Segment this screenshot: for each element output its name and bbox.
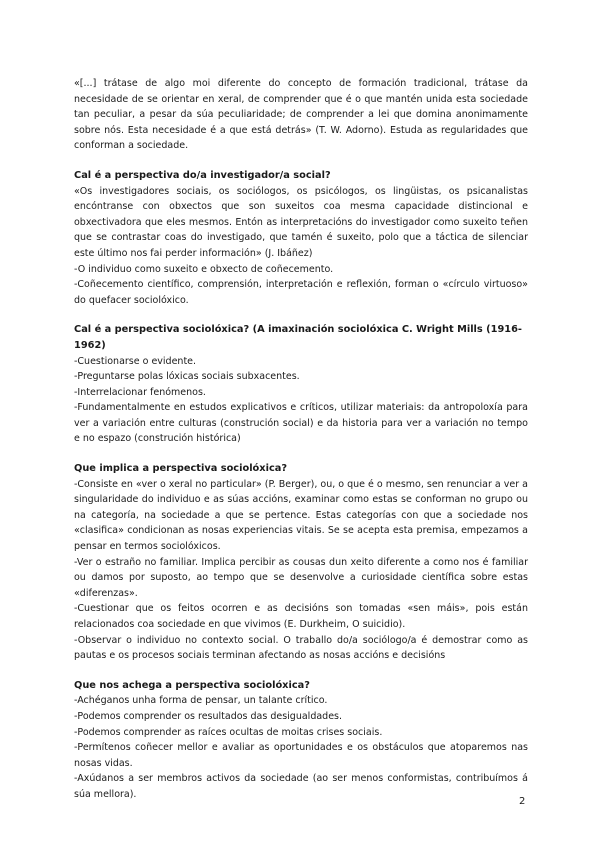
intro-paragraph: «[...] trátase de algo moi diferente do concepto de formación tradicional, trátase da necesidade de se orientar en xeral, de comprender que é o que mantén unida esta sociedade tan peculiar, a pesar da súa peculiaridade; de comprender a lei que domina anonimamente sobre nós. Esta necesidade é a que está detrás» (T. W. Adorno). Estuda as regularidades que conforman a sociedade. (74, 78, 528, 152)
list-item: -Ver o estraño no familiar. Implica percibir as cousas dun xeito diferente a como nos é familiar ou damos por suposto, ao tempo que se desenvolve a curiosidade científica sobre estas «diferenzas». (74, 556, 528, 599)
list-item: -Coñecemento científico, comprensión, interpretación e reflexión, forman o «círculo virtuoso» do quefacer sociolóxico. (74, 279, 528, 306)
section-heading-sociological-perspective: Cal é a perspectiva sociolóxica? (A imaxinación sociolóxica C. Wright Mills (1916-1962) (74, 324, 522, 351)
list-item: -Fundamentalmente en estudos explicativos e críticos, utilizar materiais: da antropoloxía para ver a variación entre culturas (construción social) e da historia para ver a variación no tempo e no espazo (construción histórica) (74, 402, 528, 445)
list-item: -Podemos comprender as raíces ocultas de moitas crises sociais. (74, 726, 383, 738)
list-item: -Permítenos coñecer mellor e avaliar as oportunidades e os obstáculos que atoparemos nas nosas vidas. (74, 742, 528, 769)
section-heading-contributions: Que nos achega a perspectiva sociolóxica? (74, 679, 310, 691)
section-heading-implications: Que implica a perspectiva sociolóxica? (74, 463, 288, 475)
list-item: -Cuestionar que os feitos ocorren e as decisións son tomadas «sen máis», pois están relacionados coa sociedade en que vivimos (E. Durkheim, O suicidio). (74, 603, 528, 630)
list-item: -Podemos comprender os resultados das desigualdades. (74, 710, 343, 722)
page-number: 2 (519, 796, 526, 807)
list-item: -Preguntarse polas lóxicas sociais subxacentes. (74, 371, 300, 383)
page-content (74, 76, 528, 803)
list-item: -Cuestionarse o evidente. (74, 355, 197, 367)
list-item: -Axúdanos a ser membros activos da sociedade (ao ser menos conformistas, contribuímos á súa mellora). (74, 773, 528, 800)
section-heading-investigator: Cal é a perspectiva do/a investigador/a social? (74, 169, 331, 181)
list-item: -Observar o individuo no contexto social. O traballo do/a sociólogo/a é demostrar como as pautas e os procesos sociais terminan afectando as nosas accións e decisións (74, 634, 528, 662)
list-item: -Achéganos unha forma de pensar, un talante crítico. (74, 695, 328, 707)
list-item: -O individuo como suxeito e obxecto de coñecemento. (74, 263, 334, 275)
list-item: -Consiste en «ver o xeral no particular» (P. Berger), ou, o que é o mesmo, sen renunciar a ver a singularidade do individuo e as súas accións, examinar como estas se conforman no grupo ou na categoría, na sociedade a que se pertence. Estas categorías con que a sociedade nos «clasifica» condicionan as nosas experiencias vitais. Se se acepta esta premisa, empezamos a pensar en termos sociolóxicos. (74, 478, 528, 553)
list-item: -Interrelacionar fenómenos. (74, 386, 206, 398)
ibanez-quote: «Os investigadores sociais, os sociólogos, os psicólogos, os lingüistas, os psicanalistas encóntranse con obxectos que son suxeitos coa mesma capacidade distincional e obxectivadora que eles mesmos. Entón as interpretacións do investigador como suxeito teñen que se contrastar coas do investigado, que tamén é suxeito, polo que a táctica de silenciar este último nos fai perder información» (J. Ibáñez) (74, 185, 528, 259)
